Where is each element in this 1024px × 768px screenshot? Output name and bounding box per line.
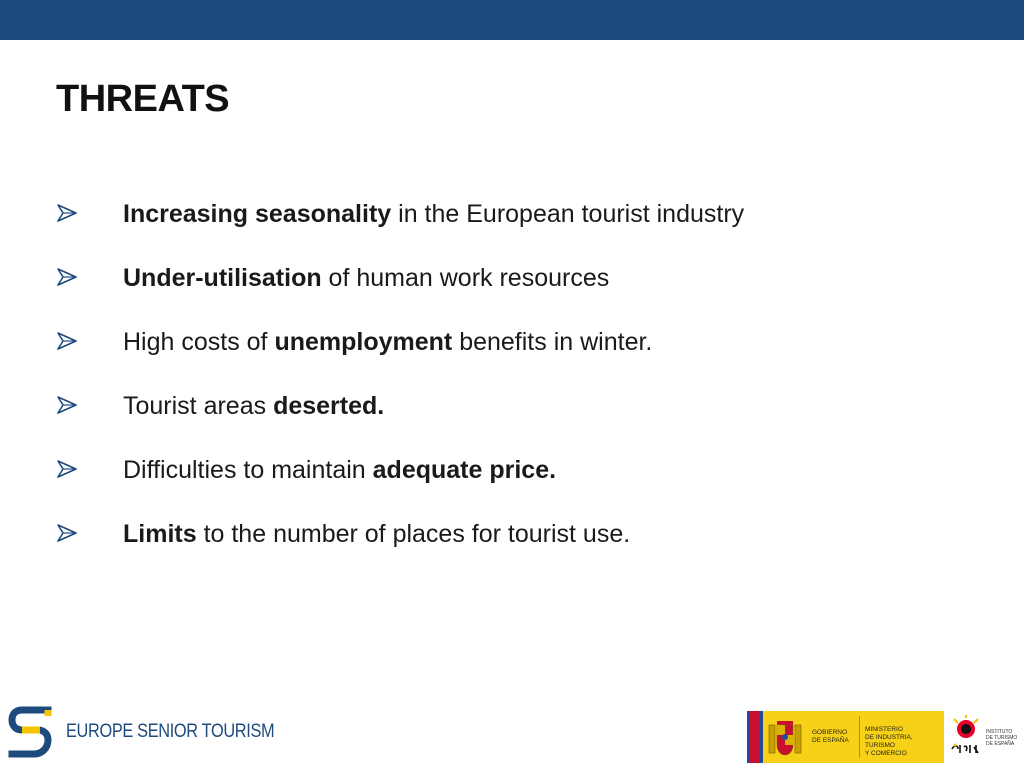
brand-name: EUROPE SENIOR TOURISM [66, 721, 275, 742]
bullet-run: to the number of places for tourist use. [196, 520, 631, 548]
arrow-bullet-icon [56, 330, 78, 352]
bullet-emphasis: adequate price. [372, 456, 557, 484]
bullet-run: Difficulties to maintain [123, 456, 373, 484]
arrow-bullet-icon [56, 522, 78, 544]
bullet-text [123, 516, 630, 552]
bullet-item [56, 260, 976, 324]
arrow-bullet-icon [56, 266, 78, 288]
header-bar [0, 0, 1024, 40]
bullet-emphasis: Increasing seasonality [123, 200, 392, 228]
ministry-label: MINISTERIO DE INDUSTRIA, TURISMO Y COMERCIO [865, 726, 913, 757]
bullet-run: in the European tourist industry [391, 200, 745, 228]
bullet-run: High costs of [123, 328, 275, 356]
bullet-run: Tourist areas [123, 392, 274, 420]
bullet-text [123, 452, 556, 488]
bullet-text [123, 260, 609, 296]
slide-title: THREATS [56, 78, 230, 120]
gobierno-label: GOBIERNO DE ESPAÑA [812, 729, 849, 744]
bullet-list [56, 196, 976, 580]
arrow-bullet-icon [56, 394, 78, 416]
gobierno-de-espana-logo [747, 711, 944, 763]
institute-label: INSTITUTO DE TURISMO DE ESPAÑA [986, 729, 1018, 747]
arrow-bullet-icon [56, 202, 78, 224]
miro-sun-spain-icon [950, 715, 984, 759]
bullet-item [56, 516, 976, 580]
bullet-item [56, 388, 976, 452]
divider [859, 716, 860, 758]
bullet-text [123, 324, 652, 360]
bullet-text [123, 196, 744, 232]
bullet-run: of human work resources [321, 264, 610, 292]
arrow-bullet-icon [56, 458, 78, 480]
es-monogram-icon [8, 706, 54, 758]
spanish-coat-of-arms-icon [765, 715, 805, 759]
bullet-run: benefits in winter. [452, 328, 653, 356]
europe-senior-tourism-logo [8, 706, 275, 758]
bullet-emphasis: unemployment [274, 328, 453, 356]
bullet-text [123, 388, 384, 424]
bullet-item [56, 324, 976, 388]
bullet-item [56, 452, 976, 516]
bullet-emphasis: Limits [123, 520, 197, 548]
flag-stripe-red [750, 711, 760, 763]
bullet-item [56, 196, 976, 260]
bullet-emphasis: deserted. [273, 392, 385, 420]
instituto-turismo-logo [948, 711, 1020, 763]
bullet-emphasis: Under-utilisation [123, 264, 322, 292]
